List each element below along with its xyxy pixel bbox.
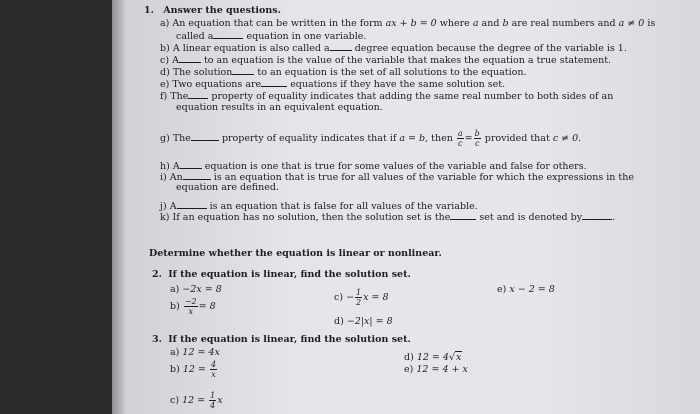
equation-rhs: = 8 — [198, 301, 216, 312]
section-3-heading — [152, 334, 411, 345]
problem-3d — [404, 352, 462, 363]
item-label: d) — [160, 67, 170, 78]
item-label: b) — [170, 364, 180, 375]
item-text: called a — [176, 31, 214, 42]
item-label: c) — [334, 292, 344, 303]
equals-sign: = — [464, 133, 473, 144]
item-text: to an equation is the value of the variable that makes the equation a true statement. — [203, 55, 612, 66]
sqrt-icon: √ — [448, 352, 456, 363]
problem-3a — [170, 347, 220, 358]
item-label: e) — [160, 79, 170, 90]
item-text: provided that — [484, 133, 550, 144]
numerator: 1 — [356, 288, 362, 297]
item-text: and — [481, 18, 500, 29]
section-title: If the equation is linear, find the solution set. — [168, 269, 411, 280]
math-cond: a ≠ 0 — [618, 18, 645, 29]
minus-sign: − — [346, 292, 355, 303]
determine-instruction: Determine whether the equation is linear or nonlinear. — [149, 248, 442, 259]
question-1d — [160, 66, 527, 78]
answer-blank[interactable] — [191, 132, 219, 141]
item-label: i) — [160, 172, 167, 183]
item-text: A — [169, 201, 177, 212]
item-label: a) — [170, 284, 180, 295]
answer-blank[interactable] — [180, 160, 202, 169]
section-number: 3. — [152, 334, 162, 345]
item-label: b) — [170, 301, 180, 312]
item-label: c) — [170, 395, 180, 406]
item-label: f) — [160, 91, 168, 102]
question-1g — [160, 128, 581, 150]
item-text: The solution — [172, 67, 233, 78]
item-text: property of equality indicates that if — [221, 133, 397, 144]
question-1c — [160, 54, 611, 66]
problem-3c — [170, 390, 223, 412]
item-text: then — [431, 133, 453, 144]
item-label: c) — [160, 55, 170, 66]
problem-2b — [170, 296, 216, 318]
question-1e — [160, 78, 505, 90]
item-text: equation in one variable. — [246, 31, 367, 42]
item-label: b) — [160, 43, 170, 54]
item-text: property of equality indicates that adding the same real number to both sides of an — [211, 91, 614, 102]
question-1i-line2 — [176, 182, 279, 193]
question-1f-line2 — [176, 102, 383, 113]
item-label: j) — [160, 201, 167, 212]
math-cond: c ≠ 0. — [552, 133, 582, 144]
answer-blank[interactable] — [177, 200, 207, 209]
problem-3e — [404, 364, 468, 375]
item-text: . — [612, 212, 616, 223]
question-1a-line2 — [176, 30, 366, 42]
problem-2e — [497, 284, 555, 295]
denominator: x — [211, 370, 216, 379]
denominator: 4 — [210, 401, 216, 410]
item-label: e) — [404, 364, 414, 375]
math-var: a — [472, 18, 479, 29]
item-text: If an equation has no solution, then the solution set is the — [172, 212, 451, 223]
section-number: 1. — [144, 5, 154, 16]
item-text: The — [172, 133, 191, 144]
item-text: where — [439, 18, 470, 29]
equation: 12 = 4 + x — [416, 364, 468, 375]
question-1b — [160, 42, 627, 54]
item-label: g) — [160, 133, 170, 144]
answer-blank[interactable] — [330, 42, 352, 51]
item-text: equation results in an equivalent equation. — [176, 102, 383, 113]
denominator: c — [474, 139, 480, 148]
fraction — [184, 297, 198, 316]
item-text: equation is one that is true for some values of the variable and false for others. — [204, 161, 587, 172]
equation-lhs: 12 = 4 — [416, 352, 449, 363]
item-label: a) — [160, 18, 170, 29]
denominator: c — [458, 139, 463, 148]
problem-2a — [170, 284, 222, 295]
fraction — [355, 288, 362, 307]
equation-lhs: 12 = — [182, 364, 206, 375]
section-number: 2. — [152, 269, 162, 280]
item-text: Two equations are — [172, 79, 262, 90]
item-label: d) — [334, 316, 344, 327]
numerator: 1 — [210, 391, 216, 400]
section-1-heading — [144, 5, 281, 16]
item-text: are real numbers and — [511, 18, 616, 29]
item-label: a) — [170, 347, 180, 358]
radicand: x — [456, 352, 462, 363]
question-1f — [160, 90, 613, 102]
equation-rhs: x = 8 — [363, 292, 389, 303]
numerator: −2 — [184, 297, 197, 306]
equation-rhs: x — [217, 395, 223, 406]
fraction-a-over-c — [457, 129, 464, 148]
equation-lhs: 12 = — [182, 395, 206, 406]
math-var: b — [502, 18, 509, 29]
item-text: is an equation that is false for all values of the variable. — [209, 201, 478, 212]
equation: x − 2 = 8 — [509, 284, 555, 295]
item-text: equations if they have the same solution set. — [290, 79, 506, 90]
answer-blank[interactable] — [213, 30, 243, 39]
problem-2c — [334, 287, 389, 309]
problem-3b — [170, 359, 218, 381]
item-text: The — [170, 91, 189, 102]
item-text: equation are defined. — [176, 182, 279, 193]
item-text: to an equation is the set of all solutions to the equation. — [257, 67, 527, 78]
item-label: h) — [160, 161, 170, 172]
answer-blank[interactable] — [183, 171, 211, 180]
answer-blank[interactable] — [188, 90, 208, 99]
fraction-b-over-c — [474, 129, 481, 148]
equation: 12 = 4x — [182, 347, 220, 358]
question-1a — [160, 18, 655, 29]
section-2-heading — [152, 269, 411, 280]
item-text: An — [169, 172, 183, 183]
denominator: x — [188, 307, 193, 316]
math-form: ax + b = 0 — [385, 18, 437, 29]
numerator: b — [474, 129, 480, 138]
item-text: degree equation because the degree of the variable is 1. — [354, 43, 627, 54]
equation: −2x = 8 — [182, 284, 222, 295]
item-text: set and is denoted by — [479, 212, 583, 223]
question-1k — [160, 211, 615, 223]
item-text: is — [647, 18, 656, 29]
item-label: d) — [404, 352, 414, 363]
equation: −2|x| = 8 — [346, 316, 393, 327]
answer-blank[interactable] — [261, 78, 287, 87]
answer-blank[interactable] — [450, 211, 476, 220]
answer-blank[interactable] — [582, 211, 612, 220]
denominator: 2 — [356, 298, 362, 307]
item-text: An equation that can be written in the form — [172, 18, 383, 29]
numerator: 4 — [210, 360, 217, 369]
answer-blank[interactable] — [179, 54, 201, 63]
answer-blank[interactable] — [232, 66, 254, 75]
item-text: is an equation that is true for all values of the variable for which the expressions in the — [213, 172, 634, 183]
math-cond: a = b, — [399, 133, 429, 144]
item-text: A — [172, 55, 179, 66]
page-fold-shadow — [112, 0, 126, 414]
item-text: A linear equation is also called a — [172, 43, 330, 54]
section-title: Answer the questions. — [163, 5, 281, 16]
fraction — [210, 360, 217, 379]
numerator: a — [457, 129, 463, 138]
item-text: A — [172, 161, 180, 172]
item-label: e) — [497, 284, 507, 295]
fraction — [209, 391, 216, 410]
problem-2d — [334, 316, 393, 327]
section-title: If the equation is linear, find the solution set. — [168, 334, 411, 345]
item-label: k) — [160, 212, 170, 223]
